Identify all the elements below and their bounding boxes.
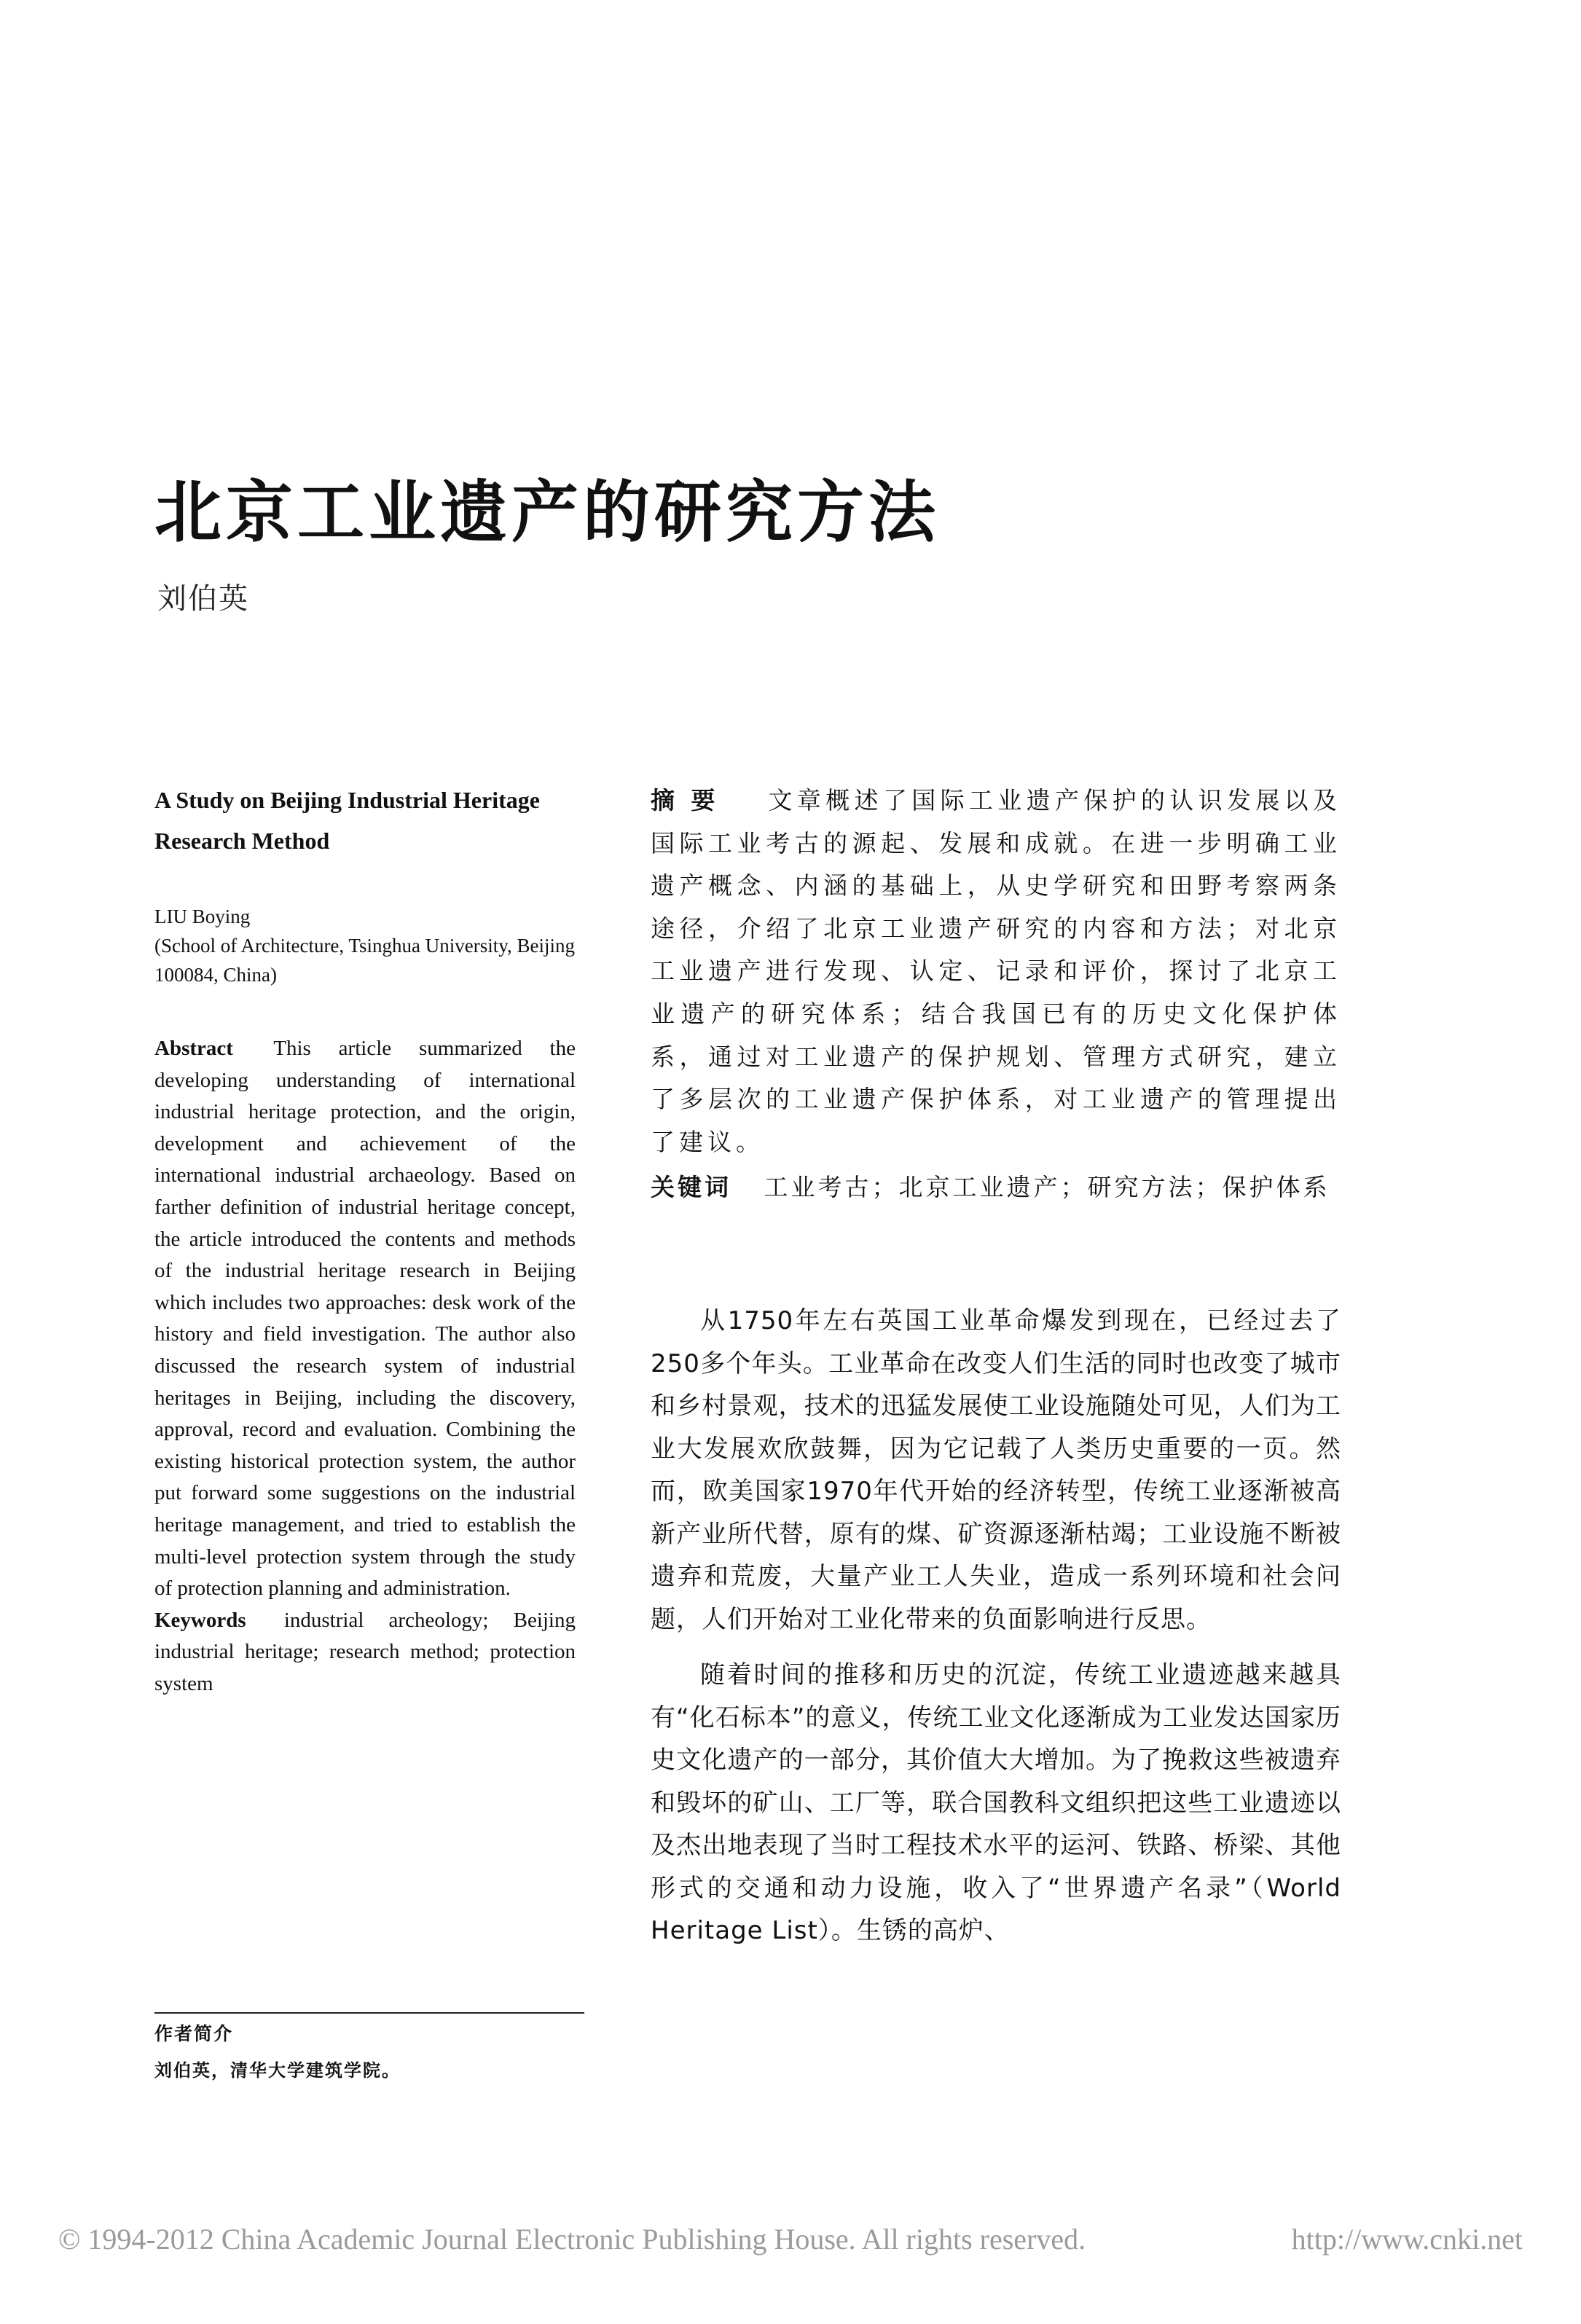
author-note-text: 刘伯英，清华大学建筑学院。 <box>154 2060 401 2081</box>
english-abstract-column <box>154 780 576 1700</box>
article-title: 北京工业遗产的研究方法 <box>154 473 941 551</box>
body-paragraph: 从1750年左右英国工业革命爆发到现在，已经过去了250多个年头。工业革命在改变人们生活的同时也改变了城市和乡村景观，技术的迅猛发展使工业设施随处可见，人们为工业大发展欢欣鼓舞，因为它记载了人类历史重要的一页。然而，欧美国家1970年代开始的经济转型，传统工业逐渐被高新产业所代替，原有的煤、矿资源逐渐枯竭；工业设施不断被遗弃和荒废，大量产业工人失业，造成一系列环境和社会问题，人们开始对工业化带来的负面影响进行反思。 <box>651 1306 1341 1634</box>
author-note-divider <box>154 2012 584 2014</box>
chinese-abstract-text: 文章概述了国际工业遗产保护的认识发展以及国际工业考古的源起、发展和成就。在进一步明确工业遗产概念、内涵的基础上，从史学研究和田野考察两条途径，介绍了北京工业遗产研究的内容和方法；对北京工业遗产进行发现、认定、记录和评价，探讨了北京工业遗产的研究体系；结合我国已有的历史文化保护体系，通过对工业遗产的保护规划、管理方式研究，建立了多层次的工业遗产保护体系，对工业遗产的管理提出了建议。 <box>651 786 1342 1156</box>
english-abstract-text: This article summarized the developing understanding of international industrial heritage protection, and the origin, development and achievement of the international industrial archaeology. Based on farther definition of industrial heritage concept, the article introduced the contents and methods of the industrial heritage research in Beijing which includes two approaches: desk work of the history and field investigation. The author also discussed the research system of industrial heritages in Beijing, including the discovery, approval, record and evaluation. Combining the existing historical protection system, the author put forward some suggestions on the industrial heritage management, and tried to establish the multi-level protection system through the study of protection planning and administration. <box>154 1037 576 1601</box>
english-author: LIU Boying <box>154 906 251 927</box>
author-note-heading: 作者简介 <box>154 2023 234 2044</box>
article-body <box>651 1300 1341 1966</box>
english-abstract-label: Abstract <box>154 1037 233 1060</box>
body-paragraph: 随着时间的推移和历史的沉淀，传统工业遗迹越来越具有“化石标本”的意义，传统工业文化逐渐成为工业发达国家历史文化遗产的一部分，其价值大大增加。为了挽救这些被遗弃和毁坏的矿山、工厂等，联合国教科文组织把这些工业遗迹以及杰出地表现了当时工程技术水平的运河、铁路、桥梁、其他形式的交通和动力设施，收入了“世界遗产名录”（World Heritage List）。生锈的高炉、 <box>651 1660 1341 1945</box>
english-abstract <box>154 1033 576 1605</box>
chinese-abstract-column <box>651 780 1341 1209</box>
english-title: A Study on Beijing Industrial Heritage Research Method <box>154 787 540 854</box>
english-keywords-label: Keywords <box>154 1608 246 1632</box>
english-keywords <box>154 1605 576 1700</box>
chinese-abstract-label: 摘要 <box>651 786 731 814</box>
english-affiliation: (School of Architecture, Tsinghua University, Beijing 100084, China) <box>154 935 576 986</box>
article-author: 刘伯英 <box>157 582 249 616</box>
copyright-notice: © 1994-2012 China Academic Journal Electronic Publishing House. All rights reserved. <box>58 2223 1086 2256</box>
chinese-keywords-text: 工业考古；北京工业遗产；研究方法；保护体系 <box>764 1173 1330 1202</box>
page-footer <box>58 2222 1523 2256</box>
chinese-keywords-label: 关键词 <box>651 1173 731 1202</box>
chinese-keywords <box>651 1166 1341 1209</box>
english-keywords-text: industrial archeology; Beijing industrial heritage; research method; protection system <box>154 1608 576 1695</box>
chinese-abstract <box>651 780 1341 1163</box>
footer-url: http://www.cnki.net <box>1291 2223 1523 2256</box>
